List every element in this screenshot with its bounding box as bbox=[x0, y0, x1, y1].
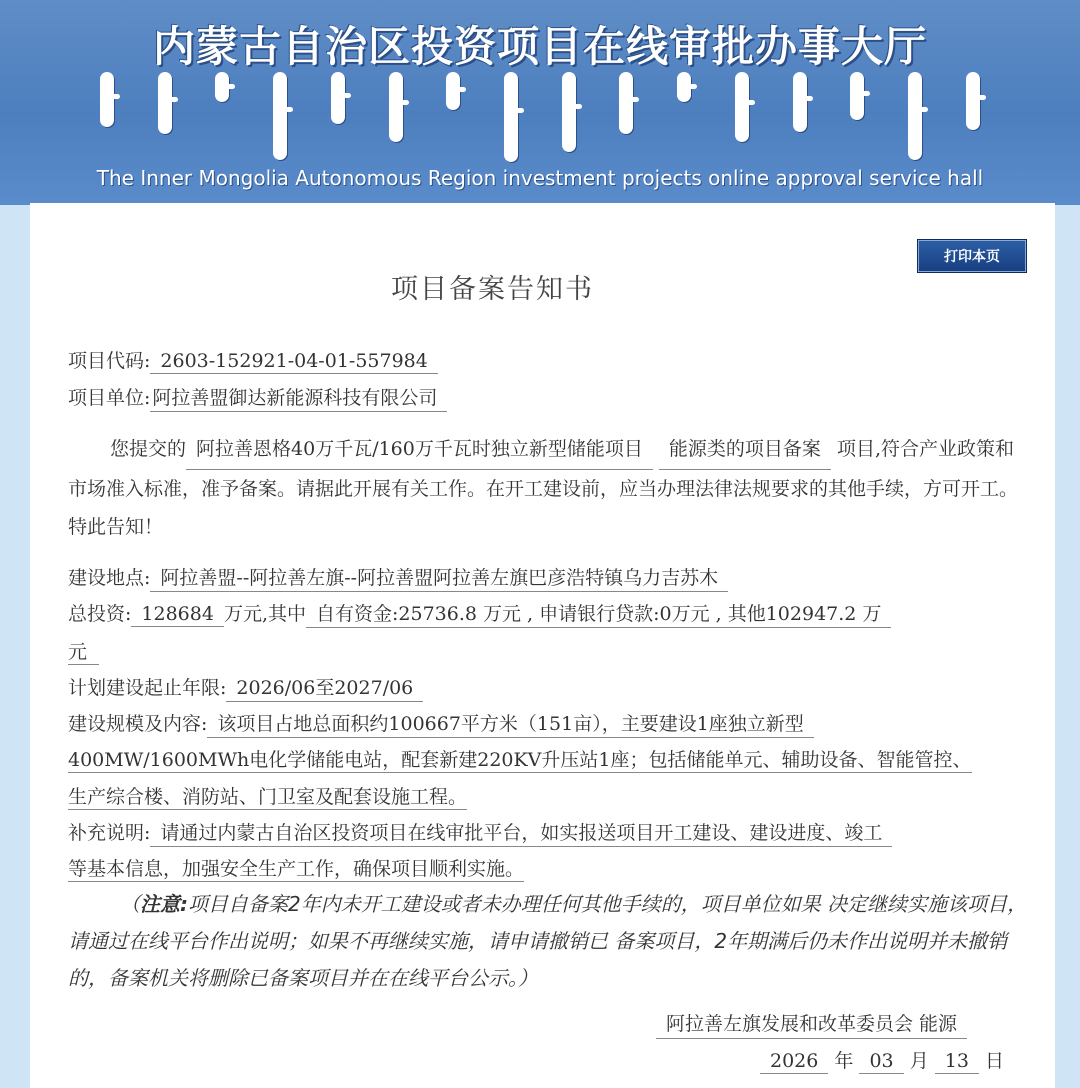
scale-row bbox=[68, 709, 814, 738]
project-name: 阿拉善恩格40万千瓦/160万千瓦时独立新型储能项目 bbox=[186, 430, 653, 470]
scale-line-3: 生产综合楼、消防站、门卫室及配套设施工程。 bbox=[68, 782, 467, 810]
supplement-line-2: 等基本信息，加强安全生产工作，确保项目顺利实施。 bbox=[68, 854, 524, 882]
project-unit-row bbox=[68, 383, 447, 412]
header-banner bbox=[0, 0, 1080, 205]
project-code-row bbox=[68, 346, 438, 374]
supplement-row-2 bbox=[68, 854, 524, 882]
scale-row-2 bbox=[68, 745, 972, 773]
notice-text: 项目自备案2年内未开工建设或者未办理任何其他手续的，项目单位如果 决定继续实施该项目，请通过在线平台作出说明；如果不再继续实施，请申请撤销已 备案项目，2年期满后仍未作出说明并未撤销的，备案机关将删除已备案项目并在在线平台公示。） bbox=[68, 892, 1028, 990]
issue-day: 13 bbox=[935, 1050, 979, 1074]
location-row bbox=[68, 563, 728, 592]
scale-line-2: 400MW/1600MWh电化学储能电站，配套新建220KV升压站1座；包括储能单元、辅助设备、智能管控、 bbox=[68, 745, 972, 773]
mongolian-script-title bbox=[100, 72, 980, 167]
print-page-button[interactable]: 打印本页 bbox=[917, 239, 1027, 273]
document-title: 项目备案告知书 bbox=[391, 274, 594, 305]
issue-month: 03 bbox=[859, 1050, 903, 1074]
approval-paragraph: 您提交的 阿拉善恩格40万千瓦/160万千瓦时独立新型储能项目 能源类的项目备案 项目,符合产业政策和市场准入标准，准予备案。请据此开展有关工作。在开工建设前，应当办理法律法规要求的其他手续，方可开工。特此告知！ bbox=[68, 430, 1028, 546]
location-label: 建设地点: bbox=[68, 567, 151, 589]
scale-line-1: 该项目占地总面积约100667平方米（151亩），主要建设1座独立新型 bbox=[207, 709, 813, 738]
investment-row: 总投资: 128684 万元,其中 自有资金:25736.8 万元 , 申请银行贷款:0万元 , 其他102947.2 万 bbox=[68, 599, 891, 628]
supplement-line-1: 请通过内蒙古自治区投资项目在线审批平台，如实报送项目开工建设、建设进度、竣工 bbox=[150, 818, 892, 847]
investment-unit-tail: 元 bbox=[68, 637, 99, 665]
investment-detail: 自有资金:25736.8 万元 , 申请银行贷款:0万元 , 其他102947.2 万 bbox=[306, 599, 891, 628]
approval-text: 符合产业政策和市场准入标准，准予备案。请据此开展有关工作。在开工建设前，应当办理法律法规要求的其他手续，方可开工。特此告知！ bbox=[68, 438, 1019, 538]
scale-row-3 bbox=[68, 782, 467, 810]
issue-year: 2026 bbox=[760, 1050, 828, 1074]
site-title: 内蒙古自治区投资项目在线审批办事大厅 bbox=[152, 22, 927, 71]
investment-total: 128684 bbox=[131, 603, 224, 627]
supplement-row bbox=[68, 818, 892, 847]
project-type: 能源类的项目备案 bbox=[659, 430, 831, 470]
site-subtitle: The Inner Mongolia Autonomous Region investment projects online approval service hall bbox=[96, 166, 984, 190]
period-value: 2026/06至2027/06 bbox=[226, 673, 423, 702]
period-row bbox=[68, 673, 423, 702]
project-unit-label: 项目单位: bbox=[68, 387, 151, 409]
issuing-organization: 阿拉善左旗发展和改革委员会 能源 bbox=[656, 1009, 967, 1039]
project-unit-value: 阿拉善盟御达新能源科技有限公司 bbox=[150, 383, 447, 412]
notice-document bbox=[30, 203, 1055, 1088]
location-value: 阿拉善盟--阿拉善左旗--阿拉善盟阿拉善左旗巴彦浩特镇乌力吉苏木 bbox=[150, 563, 728, 592]
project-code-value: 2603-152921-04-01-557984 bbox=[150, 350, 437, 374]
supplement-label: 补充说明: bbox=[68, 822, 151, 844]
notice-paragraph: （注意:项目自备案2年内未开工建设或者未办理任何其他手续的，项目单位如果 决定继续实施该项目，请通过在线平台作出说明；如果不再继续实施，请申请撤销已 备案项目，2年期满后仍未作出说明并未撤销的，备案机关将删除已备案项目并在在线平台公示。） bbox=[68, 892, 1028, 990]
project-code-label: 项目代码: bbox=[68, 350, 151, 372]
issue-date: 2026 年 03 月 13 日 bbox=[760, 1046, 1004, 1074]
investment-label: 总投资: bbox=[68, 603, 132, 625]
investment-tail-row bbox=[68, 637, 99, 665]
notice-label: 注意: bbox=[140, 892, 188, 916]
period-label: 计划建设起止年限: bbox=[68, 677, 227, 699]
scale-label: 建设规模及内容: bbox=[68, 713, 208, 735]
